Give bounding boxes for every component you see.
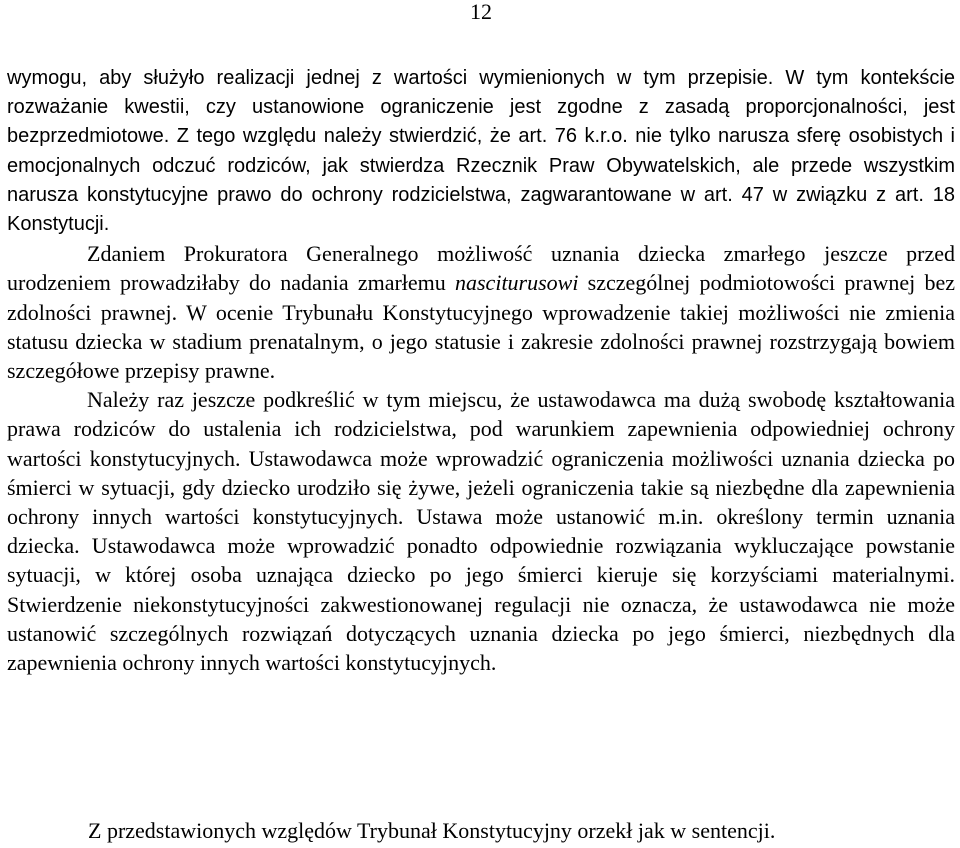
- paragraph-1: wymogu, aby służyło realizacji jednej z wartości wymienionych w tym przepisie. W tym kontekście rozważanie kwestii, czy ustanowione ograniczenie jest zgodne z zasadą proporcjonalności, jest bezprzedmiotowe. Z tego względu należy stwierdzić, że art. 76 k.r.o. nie tylko narusza sferę osobistych i emocjonalnych odczuć rodziców, jak stwierdza Rzecznik Praw Obywatelskich, ale przede wszystkim narusza konstytucyjne prawo do ochrony rodzicielstwa, zagwarantowane w art. 47 w związku z art. 18 Konstytucji.: [7, 67, 955, 236]
- paragraph-2-italic-term: nasciturusowi: [455, 270, 579, 296]
- paragraph-2-text-end: szczególnej podmiotowości prawnej bez zdolności prawnej. W ocenie Trybunału Konstytucyjnego wprowadzenie takiej możliwości nie zmienia statusu dziecka w stadium prenatalnym, o jego statusie i zakresie zdolności prawnej rozstrzygają bowiem szczegółowe przepisy prawne.: [7, 270, 955, 384]
- document-body: [7, 64, 955, 677]
- paragraph-2: [7, 239, 955, 385]
- paragraph-2-text-start: Zdaniem Prokuratora Generalnego możliwość uznania dziecka zmarłego jeszcze przed urodzeniem prowadziłaby do nadania zmarłemu: [7, 241, 955, 296]
- page-number: 12: [470, 0, 492, 24]
- paragraph-3: Należy raz jeszcze podkreślić w tym miejscu, że ustawodawca ma dużą swobodę kształtowania prawa rodziców do ustalenia ich rodzicielstwa, pod warunkiem zapewnienia odpowiedniej ochrony wartości konstytucyjnych. Ustawodawca może wprowadzić ograniczenia możliwości uznania dziecka po śmierci w sytuacji, gdy dziecko urodziło się żywe, jeżeli ograniczenia takie są niezbędne dla zapewnienia ochrony innych wartości konstytucyjnych. Ustawa może ustanowić m.in. określony termin uznania dziecka. Ustawodawca może wprowadzić ponadto odpowiednie rozwiązania wykluczające powstanie sytuacji, w której osoba uznająca dziecko po jego śmierci kieruje się korzyściami materialnymi. Stwierdzenie niekonstytucyjności zakwestionowanej regulacji nie oznacza, że ustawodawca nie może ustanowić szczególnych rozwiązań dotyczących uznania dziecka po jego śmierci, niezbędnych dla zapewnienia ochrony innych wartości konstytucyjnych.: [7, 387, 955, 676]
- closing-sentence: Z przedstawionych względów Trybunał Konstytucyjny orzekł jak w sentencji.: [88, 818, 776, 843]
